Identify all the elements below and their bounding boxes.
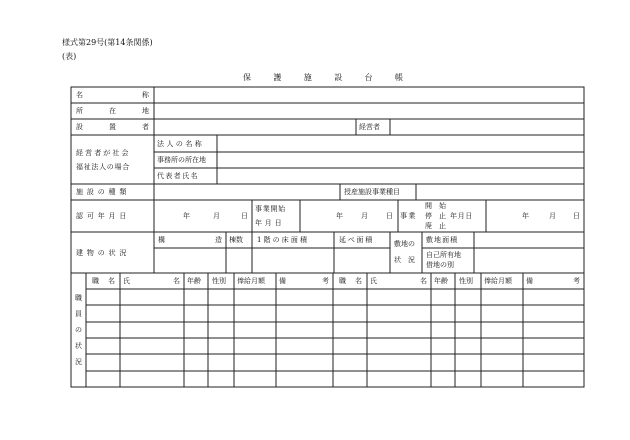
staff-header-sex-right: 性別 xyxy=(459,277,473,285)
staff-side-label-4: 状 xyxy=(75,342,82,350)
staff-header-name-2-right: 名 xyxy=(420,277,427,285)
label-site-own-2: 借地の別 xyxy=(426,261,454,269)
label-corp-rep: 代表者氏名 xyxy=(157,172,199,180)
approval-year: 年 xyxy=(183,212,190,220)
label-establisher-1: 設 xyxy=(76,123,83,131)
staff-side-label-3: の xyxy=(75,326,82,334)
label-corp-name: 法人の名称 xyxy=(157,140,205,148)
label-operator: 経営者 xyxy=(359,123,380,131)
start-month: 月 xyxy=(361,212,368,220)
label-site-area: 敷地面積 xyxy=(426,236,459,244)
label-stop-suspend: 停 止 xyxy=(425,212,446,220)
label-structure-1: 構 xyxy=(158,236,165,244)
staff-header-salary-left: 俸給月額 xyxy=(237,277,265,285)
stop-day: 日 xyxy=(573,212,580,220)
approval-month: 月 xyxy=(213,212,220,220)
staff-header-name-1-left: 氏 xyxy=(123,277,130,285)
label-site-2: 状 況 xyxy=(394,256,415,264)
staff-header-remarks-2-left: 考 xyxy=(322,277,329,285)
staff-side-label-5: 況 xyxy=(75,358,82,366)
label-facility-type: 施設の種類 xyxy=(76,188,131,196)
staff-side-label-1: 職 xyxy=(75,294,82,302)
label-stop-prefix: 事業 xyxy=(400,212,417,220)
label-building: 建物の状況 xyxy=(76,249,131,257)
staff-header-sex-left: 性別 xyxy=(212,277,226,285)
staff-side-label-2: 員 xyxy=(75,310,82,318)
label-site-own-1: 自己所有地 xyxy=(426,251,461,259)
label-corp-group-1: 経営者が社会 xyxy=(76,149,131,157)
label-location-1: 所 xyxy=(76,107,83,115)
label-location-2: 在 xyxy=(109,107,116,115)
label-start-date-1: 事業開始 xyxy=(255,205,286,213)
staff-header-age-left: 年齢 xyxy=(187,277,201,285)
label-structure-2: 造 xyxy=(215,236,222,244)
page-title: 保 護 施 設 台 帳 xyxy=(243,73,411,82)
label-name-2: 称 xyxy=(142,91,149,99)
form-number: 様式第29号(第14条関係) xyxy=(62,38,153,47)
stop-year: 年 xyxy=(522,212,529,220)
staff-header-title-2-left: 名 xyxy=(108,277,115,285)
label-stop-open: 開 始 xyxy=(425,202,446,210)
start-day: 日 xyxy=(386,212,393,220)
stop-month: 月 xyxy=(549,212,556,220)
label-name-1: 名 xyxy=(76,91,83,99)
label-site-1: 敷地の xyxy=(394,240,415,248)
label-total-area: 延べ面積 xyxy=(339,236,374,244)
staff-header-remarks-2-right: 考 xyxy=(573,277,580,285)
staff-header-title-1-left: 職 xyxy=(92,277,99,285)
label-stop-suffix: 年月日 xyxy=(450,212,474,220)
label-vocational: 授産施設事業種目 xyxy=(344,188,400,196)
staff-header-remarks-1-left: 備 xyxy=(279,277,286,285)
label-floor-area: 1階の床面積 xyxy=(257,236,310,244)
form-side-label: (表) xyxy=(62,52,77,61)
staff-header-title-1-right: 職 xyxy=(339,277,346,285)
label-building-count: 棟数 xyxy=(229,236,243,244)
label-approval-date: 認可年月日 xyxy=(76,212,131,220)
label-corp-office: 事務所の所在地 xyxy=(157,156,206,164)
label-establisher-2: 置 xyxy=(109,123,116,131)
staff-header-title-2-right: 名 xyxy=(355,277,362,285)
approval-day: 日 xyxy=(241,212,248,220)
label-location-3: 地 xyxy=(142,107,149,115)
staff-header-name-2-left: 名 xyxy=(173,277,180,285)
start-year: 年 xyxy=(336,212,343,220)
label-stop-abolish: 廃 止 xyxy=(425,222,446,230)
staff-header-age-right: 年齢 xyxy=(434,277,448,285)
staff-header-remarks-1-right: 備 xyxy=(526,277,533,285)
staff-header-name-1-right: 氏 xyxy=(370,277,377,285)
label-establisher-3: 者 xyxy=(142,123,149,131)
label-corp-group-2: 福祉法人の場合 xyxy=(76,163,130,171)
label-start-date-2: 年月日 xyxy=(255,219,285,227)
staff-header-salary-right: 俸給月額 xyxy=(484,277,512,285)
